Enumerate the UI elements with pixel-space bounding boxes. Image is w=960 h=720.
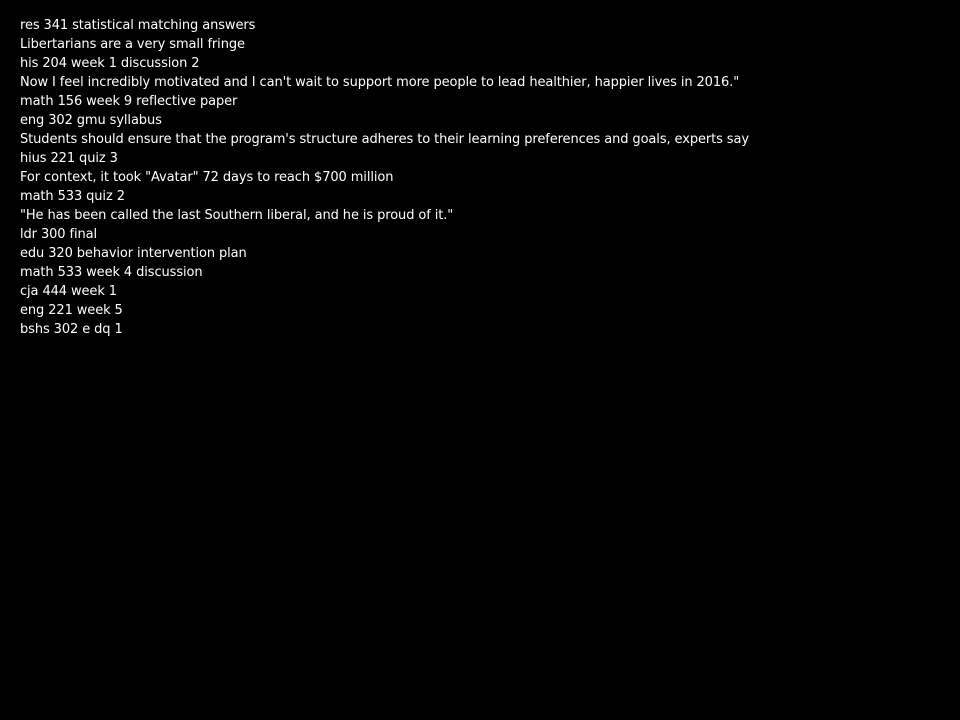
text-line: Now I feel incredibly motivated and I can't wait to support more people to lead healthier, happier lives in 2016."	[20, 75, 740, 90]
text-line: his 204 week 1 discussion 2	[20, 56, 200, 71]
text-line: edu 320 behavior intervention plan	[20, 246, 247, 261]
text-line: For context, it took "Avatar" 72 days to reach $700 million	[20, 170, 394, 185]
text-line: cja 444 week 1	[20, 284, 117, 299]
text-line: "He has been called the last Southern liberal, and he is proud of it."	[20, 208, 454, 223]
text-line: hius 221 quiz 3	[20, 151, 118, 166]
text-line: eng 221 week 5	[20, 303, 123, 318]
text-line: math 533 week 4 discussion	[20, 265, 203, 280]
text-line: Students should ensure that the program's structure adheres to their learning preferences and goals, experts say	[20, 132, 749, 147]
text-line: bshs 302 e dq 1	[20, 322, 123, 337]
text-line: Libertarians are a very small fringe	[20, 37, 245, 52]
text-line: math 533 quiz 2	[20, 189, 125, 204]
text-line: ldr 300 final	[20, 227, 97, 242]
text-line: math 156 week 9 reflective paper	[20, 94, 238, 109]
text-line: res 341 statistical matching answers	[20, 18, 256, 33]
text-list	[20, 16, 749, 339]
text-line: eng 302 gmu syllabus	[20, 113, 162, 128]
